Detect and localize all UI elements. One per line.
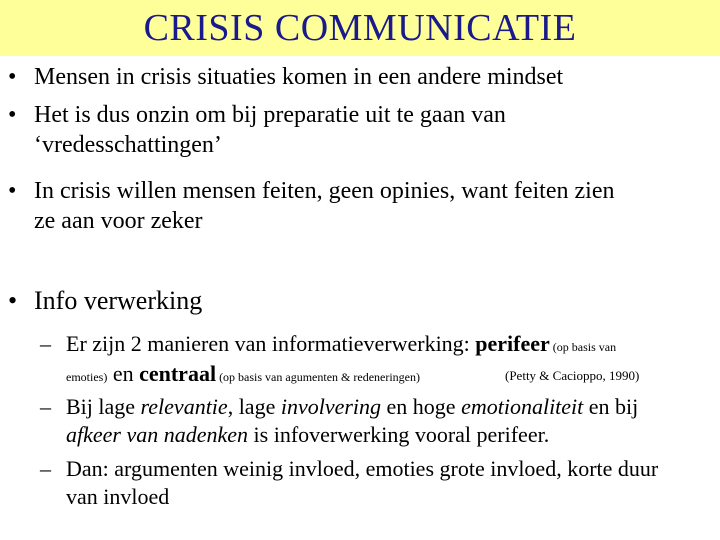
sub-text-2-e: is infoverwerking vooral perifeer.	[248, 422, 550, 447]
sub-text-3-cont: van invloed	[66, 484, 170, 509]
sub-text-1-en: en	[107, 361, 140, 386]
sub-text-2-cont	[66, 421, 549, 449]
sub-text-2-b: , lage	[227, 394, 281, 419]
bullet-text-2: Het is dus onzin om bij preparatie uit te gaan van	[34, 102, 506, 128]
sub-dash: –	[40, 456, 51, 481]
term-emotionaliteit: emotionaliteit	[461, 394, 584, 419]
slide-title: CRISIS COMMUNICATIE	[143, 7, 577, 49]
sub-dash: –	[40, 394, 51, 419]
sub-text-2	[66, 393, 638, 421]
note-op-basis-van: (op basis van	[549, 340, 617, 354]
term-afkeer: afkeer van nadenken	[66, 422, 249, 447]
bullet-marker: •	[8, 178, 17, 204]
term-involvering: involvering	[280, 394, 382, 419]
sub-text-2-d: en bij	[583, 394, 639, 419]
bullet-text-1: Mensen in crisis situaties komen in een andere mindset	[34, 64, 564, 90]
sub-text-1-cont	[66, 360, 420, 391]
term-centraal: centraal	[139, 361, 217, 386]
bullet-text-3: In crisis willen mensen feiten, geen opinies, want feiten zien	[34, 178, 615, 204]
bullet-marker: •	[8, 64, 17, 90]
note-agumenten: (op basis van agumenten & redeneringen)	[216, 370, 420, 384]
bullet-text-2-cont: ‘vredesschattingen’	[34, 132, 222, 158]
sub-text-2-a: Bij lage	[66, 394, 141, 419]
bullet-marker: •	[8, 102, 17, 128]
bullet-text-3-cont: ze aan voor zeker	[34, 208, 203, 234]
note-emoties: emoties)	[66, 370, 108, 384]
sub-text-1	[66, 330, 616, 361]
sub-text-2-c: en hoge	[381, 394, 462, 419]
term-perifeer: perifeer	[475, 331, 550, 356]
reference-petty: (Petty & Cacioppo, 1990)	[505, 368, 640, 383]
bullet-marker: •	[8, 286, 18, 315]
bullet-text-info-verwerking: Info verwerking	[34, 286, 203, 315]
sub-text-3: Dan: argumenten weinig invloed, emoties grote invloed, korte duur	[66, 456, 659, 481]
sub-text-1-a: Er zijn 2 manieren van informatieverwerking:	[66, 331, 476, 356]
term-relevantie: relevantie	[140, 394, 228, 419]
sub-dash: –	[40, 331, 51, 356]
